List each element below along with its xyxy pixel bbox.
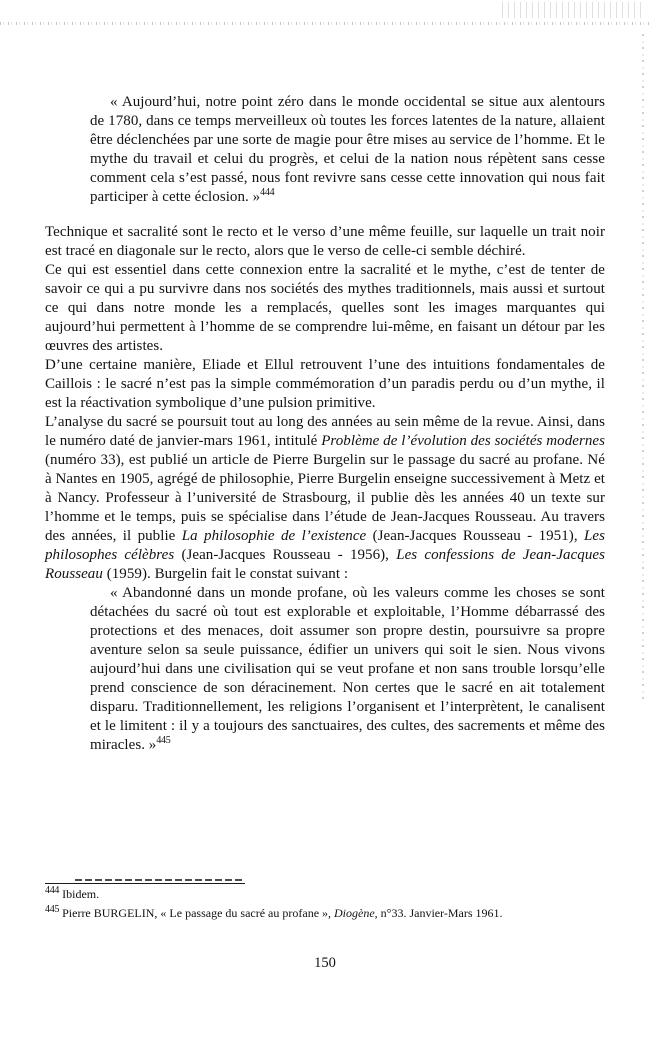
- page-number: 150: [314, 955, 336, 971]
- scan-noise-top-right-specks: [502, 2, 642, 18]
- paragraph-eliade-ellul-caillois: D’une certaine manière, Eliade et Ellul retrouvent l’une des intuitions fondamentales de Caillois : le sacré n’est pas la simple commémoration d’un paradis perdu ou d’un mythe, il est la réactivation symbolique d’une pulsion primitive.: [45, 357, 605, 411]
- paragraph-analyse-sacre-burgelin: L’analyse du sacré se poursuit tout au long des années au sein même de la revue. Ainsi, dans le numéro daté de janvier-mars 1961, intitulé Problème de l’évolution des sociétés modernes (numéro 33), est publié un article de Pierre Burgelin sur le passage du sacré au profane. Né à Nantes en 1905, agrégé de philosophie, Pierre Burgelin enseigne successivement à Metz et à Nancy. Professeur à l’université de Strasbourg, il publie dès les années 40 un texte sur l’homme et le temps, puis se spécialise dans l’étude de Jean-Jacques Rousseau. Au travers des années, il publie La philosophie de l’existence (Jean-Jacques Rousseau - 1951), Les philosophes célèbres (Jean-Jacques Rousseau - 1956), Les confessions de Jean-Jacques Rousseau (1959). Burgelin fait le constat suivant :: [45, 414, 605, 582]
- footnote-444: $^{444}$ Ibidem.: [45, 885, 100, 901]
- footnote-445: $^{445}$ Pierre BURGELIN, « Le passage du sacré au profane », Diogène, n°33. Janvier-Mars 1961.: [45, 903, 503, 920]
- scan-noise-right-edge: [642, 34, 644, 699]
- scan-noise-top-line: [0, 22, 650, 25]
- scan-smudge-above-rule: [75, 879, 243, 881]
- block-quote-opening: « Aujourd’hui, notre point zéro dans le monde occidental se situe aux alentours de 1780, dans ce temps merveilleux où toutes les forces latentes de la nature, allaient être déclenchées par une sorte de magie pour être mises au service de l’homme. Et le mythe du travail et celui du progrès, et celui de la nation nous répètent sans cesse comment cela s’est passé, nous font revivre sans cesse cette innovation qui nous fait participer à cette éclosion. »$^{444}$: [90, 94, 605, 205]
- paragraph-connexion-sacralite-mythe: Ce qui est essentiel dans cette connexion entre la sacralité et le mythe, c’est de tenter de savoir ce qui a pu survivre dans nos sociétés des mythes traditionnels, mais aussi et surtout ce qui dans notre monde les a remplacés, quelles sont les images marquantes qui aujourd’hui permettent à l’homme de se comprendre lui-même, en faisant un détour par les œuvres des artistes.: [45, 262, 605, 354]
- footnote-separator-rule: [45, 883, 245, 884]
- footnotes-section: [45, 879, 605, 921]
- block-quote-burgelin: « Abandonné dans un monde profane, où les valeurs comme les choses se sont détachées du sacré où tout est explorable et exploitable, l’Homme débarrassé des protections et des menaces, doit assumer son propre destin, poursuivre sa propre aventure selon sa seule puissance, édifier un univers qui soit le sien. Nous vivons aujourd’hui dans une civilisation qui se veut profane et non sans trouble lorsqu’elle prend conscience de son déracinement. Non certes que le sacré en ait totalement disparu. Traditionnellement, les religions l’organisent et l’interprètent, le canalisent et le limitent : il y a toujours des sanctuaires, des cultes, des sacrements et même des miracles. »$^{445}$: [90, 585, 605, 753]
- page-text-body: [45, 93, 605, 755]
- paragraph-technique-sacralite: Technique et sacralité sont le recto et le verso d’une même feuille, sur laquelle un trait noir est tracé en diagonale sur le recto, alors que le verso de celle-ci semble déchiré.: [45, 224, 605, 259]
